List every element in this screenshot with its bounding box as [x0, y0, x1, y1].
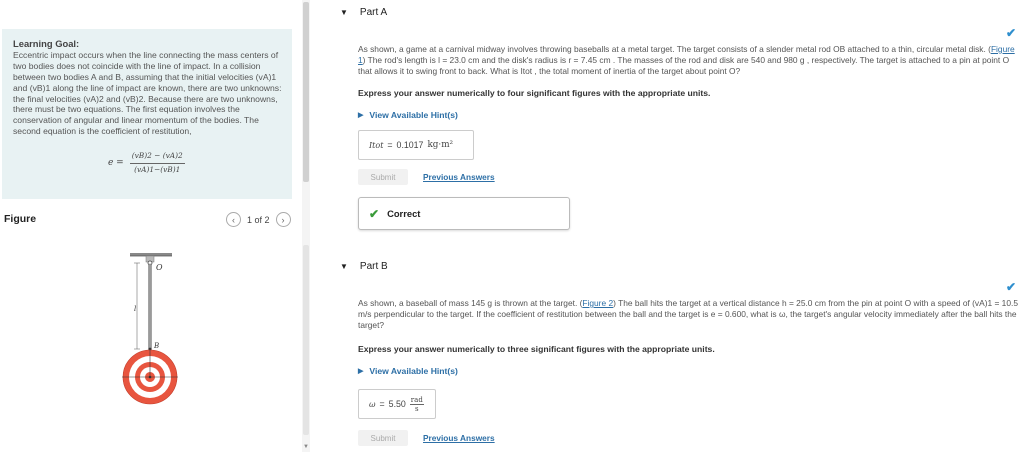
- chevron-right-icon[interactable]: ›: [276, 212, 291, 227]
- part-b-hint-label: View Available Hint(s): [369, 366, 458, 376]
- part-a-answer-box: [358, 130, 474, 160]
- label-l: l: [134, 305, 137, 313]
- learning-goal-title: Learning Goal:: [13, 38, 80, 49]
- part-b-previous-answers-link[interactable]: Previous Answers: [423, 433, 495, 443]
- part-b-header[interactable]: [340, 261, 388, 272]
- part-a-feedback: [358, 197, 570, 230]
- figure-page-count: 1 of 2: [247, 214, 270, 225]
- label-b: B: [154, 342, 160, 350]
- part-a-text-2: ) The rod's length is l = 23.0 cm and the disk's radius is r = 7.45 cm . The masses of the rod and disk are 540 and 980 g , respectively. The target is attached to a pin at point O that allows it to swing front to back. What is Itot , the total moment of inertia of the target about point O?: [358, 55, 1010, 76]
- equation-fraction: [130, 151, 185, 176]
- checkmark-icon: ✔: [1005, 26, 1016, 40]
- part-b-answer-unit: [410, 396, 424, 413]
- caret-down-icon: ▼: [340, 262, 348, 271]
- unit-denominator: s: [415, 404, 419, 413]
- rod-ob: [149, 264, 152, 350]
- learning-goal-text: Eccentric impact occurs when the line connecting the mass centers of two bodies does not coincide with the line of impact. In a collision between two bodies A and B, assuming that the initial velocities (vA)1 and (vB)1 along the line of impact are known, there are two unknowns: the final velocities (vA)2 and (vB)2. Because there are two unknowns, there must be two equations. The first equation involves the conservation of angular and linear momentum of the bodies. The second equation is the coefficient of restitution,: [13, 49, 282, 137]
- part-b-title: Part B: [359, 261, 388, 272]
- chevron-left-icon[interactable]: ‹: [226, 212, 241, 227]
- part-b-instruction: Express your answer numerically to three significant figures with the appropriate units.: [358, 344, 715, 354]
- figure-1-link[interactable]: Figure 1: [358, 44, 1015, 65]
- scrollbar-thumb-bottom[interactable]: [303, 245, 309, 435]
- part-a-answer-equals: =: [387, 140, 393, 150]
- equation-denominator: (vA)1−(vB)1: [134, 165, 181, 175]
- figure-pager: [226, 212, 291, 227]
- part-a-previous-answers-link[interactable]: Previous Answers: [423, 172, 495, 182]
- left-panel: [0, 0, 300, 452]
- caret-down-icon: ▼: [340, 8, 348, 17]
- part-b-answer-value: 5.50: [388, 399, 406, 409]
- learning-goal-box: [2, 29, 292, 199]
- part-b-text-2: ) The ball hits the target at a vertical distance h = 25.0 cm from the pin at point O with a speed of (vA)1 = 10.5 m/s perpendicular to the target. If the coefficient of restitution between the ball and the target is e = 0.600, what is ω, the target's angular velocity immediately after the ball hits the target?: [358, 298, 1018, 330]
- part-b-answer-equals: =: [379, 399, 385, 409]
- unit-numerator: rad: [410, 395, 423, 404]
- part-b-text-1: As shown, a baseball of mass 145 g is thrown at the target. (: [358, 298, 583, 308]
- part-b-question: [358, 298, 1020, 331]
- correct-check-icon: ✔: [369, 206, 380, 221]
- label-o: O: [156, 263, 163, 272]
- restitution-equation: [13, 151, 284, 176]
- part-b-answer-box: [358, 389, 436, 419]
- part-b-answer-symbol: ω: [369, 399, 376, 409]
- target-figure: [110, 245, 200, 415]
- part-a-answer-symbol: Itot: [369, 140, 384, 150]
- figure-2-link[interactable]: Figure 2: [582, 298, 614, 308]
- part-b-hint-toggle[interactable]: [358, 366, 458, 376]
- part-a-question: [358, 44, 1020, 77]
- part-a-submit-button[interactable]: Submit: [358, 169, 408, 185]
- part-a-text-1: As shown, a game at a carnival midway involves throwing baseballs at a metal target. The target consists of a slender metal rod OB attached to a thin, circular metal disk. (: [358, 44, 991, 54]
- part-a-hint-toggle[interactable]: [358, 110, 458, 120]
- caret-right-icon: ▶: [358, 368, 364, 375]
- scrollbar-thumb-top[interactable]: [303, 2, 309, 182]
- checkmark-icon: ✔: [1005, 280, 1016, 294]
- part-a-header[interactable]: [340, 7, 387, 18]
- figure-label: Figure: [4, 213, 37, 225]
- part-a-answer-unit: kg·m²: [427, 140, 454, 150]
- equation-numerator: (vB)2 − (vA)2: [130, 151, 185, 164]
- part-a-instruction: Express your answer numerically to four significant figures with the appropriate units.: [358, 88, 711, 98]
- chevron-down-icon[interactable]: ▼: [303, 444, 309, 450]
- equation-lhs: e =: [108, 158, 124, 169]
- ceiling-bracket: [130, 253, 172, 256]
- caret-right-icon: ▶: [358, 112, 364, 119]
- part-a-title: Part A: [359, 7, 388, 18]
- left-panel-scrollbar[interactable]: [302, 0, 310, 452]
- feedback-text: Correct: [387, 208, 421, 219]
- part-a-answer-value: 0.1017: [396, 140, 424, 150]
- part-b-submit-button[interactable]: Submit: [358, 430, 408, 446]
- part-a-hint-label: View Available Hint(s): [369, 110, 458, 120]
